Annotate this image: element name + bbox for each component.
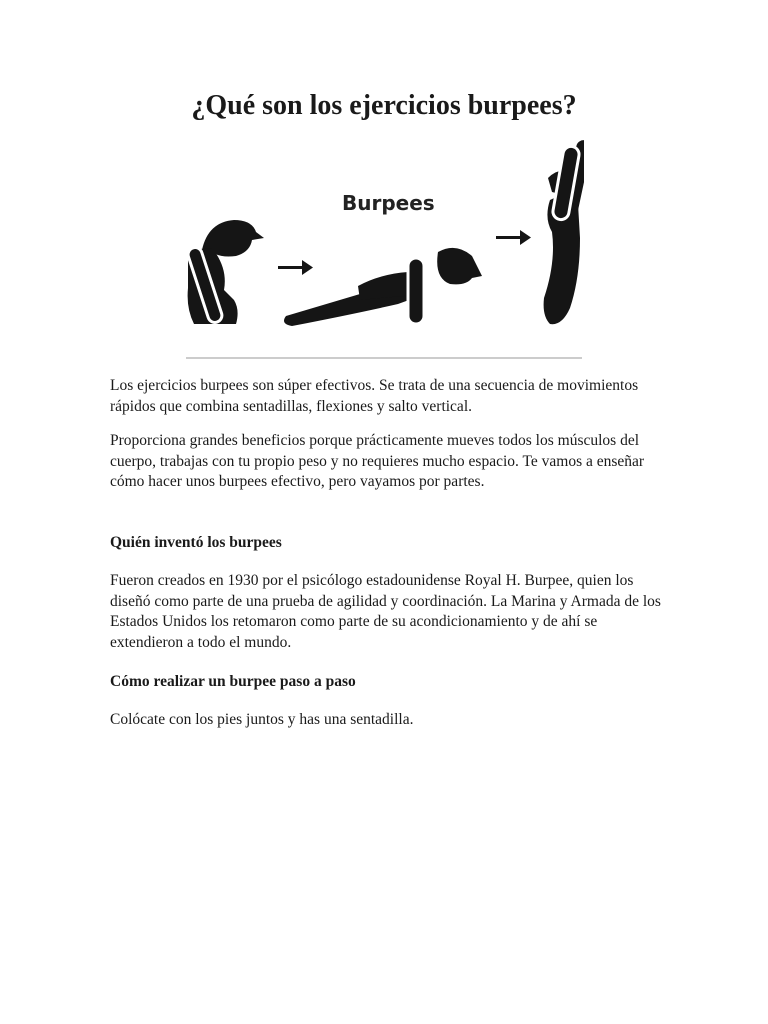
burpees-illustration: [184, 128, 584, 364]
jump-figure-icon: [544, 137, 584, 324]
history-paragraph: Fueron creados en 1930 por el psicólogo estadounidense Royal H. Burpee, quien los diseñó como parte de una prueba de agilidad y coordinación. La Marina y Armada de los Estados Unidos los retomaron como parte de su acondicionamiento y de ahí se extendieron a todo el mundo.: [110, 572, 661, 651]
arrow-right-icon: [278, 260, 313, 275]
arrow-right-icon: [496, 230, 531, 245]
page-title: ¿Qué son los ejercicios burpees?: [191, 90, 577, 121]
squat-figure-icon: [186, 220, 264, 324]
step-paragraph: Colócate con los pies juntos y has una sentadilla.: [110, 711, 414, 728]
plank-figure-icon: [284, 248, 482, 326]
section-heading-inventor: Quién inventó los burpees: [110, 534, 282, 551]
intro-paragraph: Los ejercicios burpees son súper efectivos. Se trata de una secuencia de movimientos rápidos que combina sentadillas, flexiones y salto vertical.: [110, 377, 639, 415]
benefits-paragraph: Proporciona grandes beneficios porque prácticamente mueves todos los músculos del cuerpo, trabajas con tu propio peso y no requieres mucho espacio. Te vamos a enseñar cómo hacer unos burpees efectivo, pero vayamos por partes.: [110, 432, 645, 490]
section-heading-howto: Cómo realizar un burpee paso a paso: [110, 673, 356, 690]
figure-label: Burpees: [342, 191, 435, 215]
